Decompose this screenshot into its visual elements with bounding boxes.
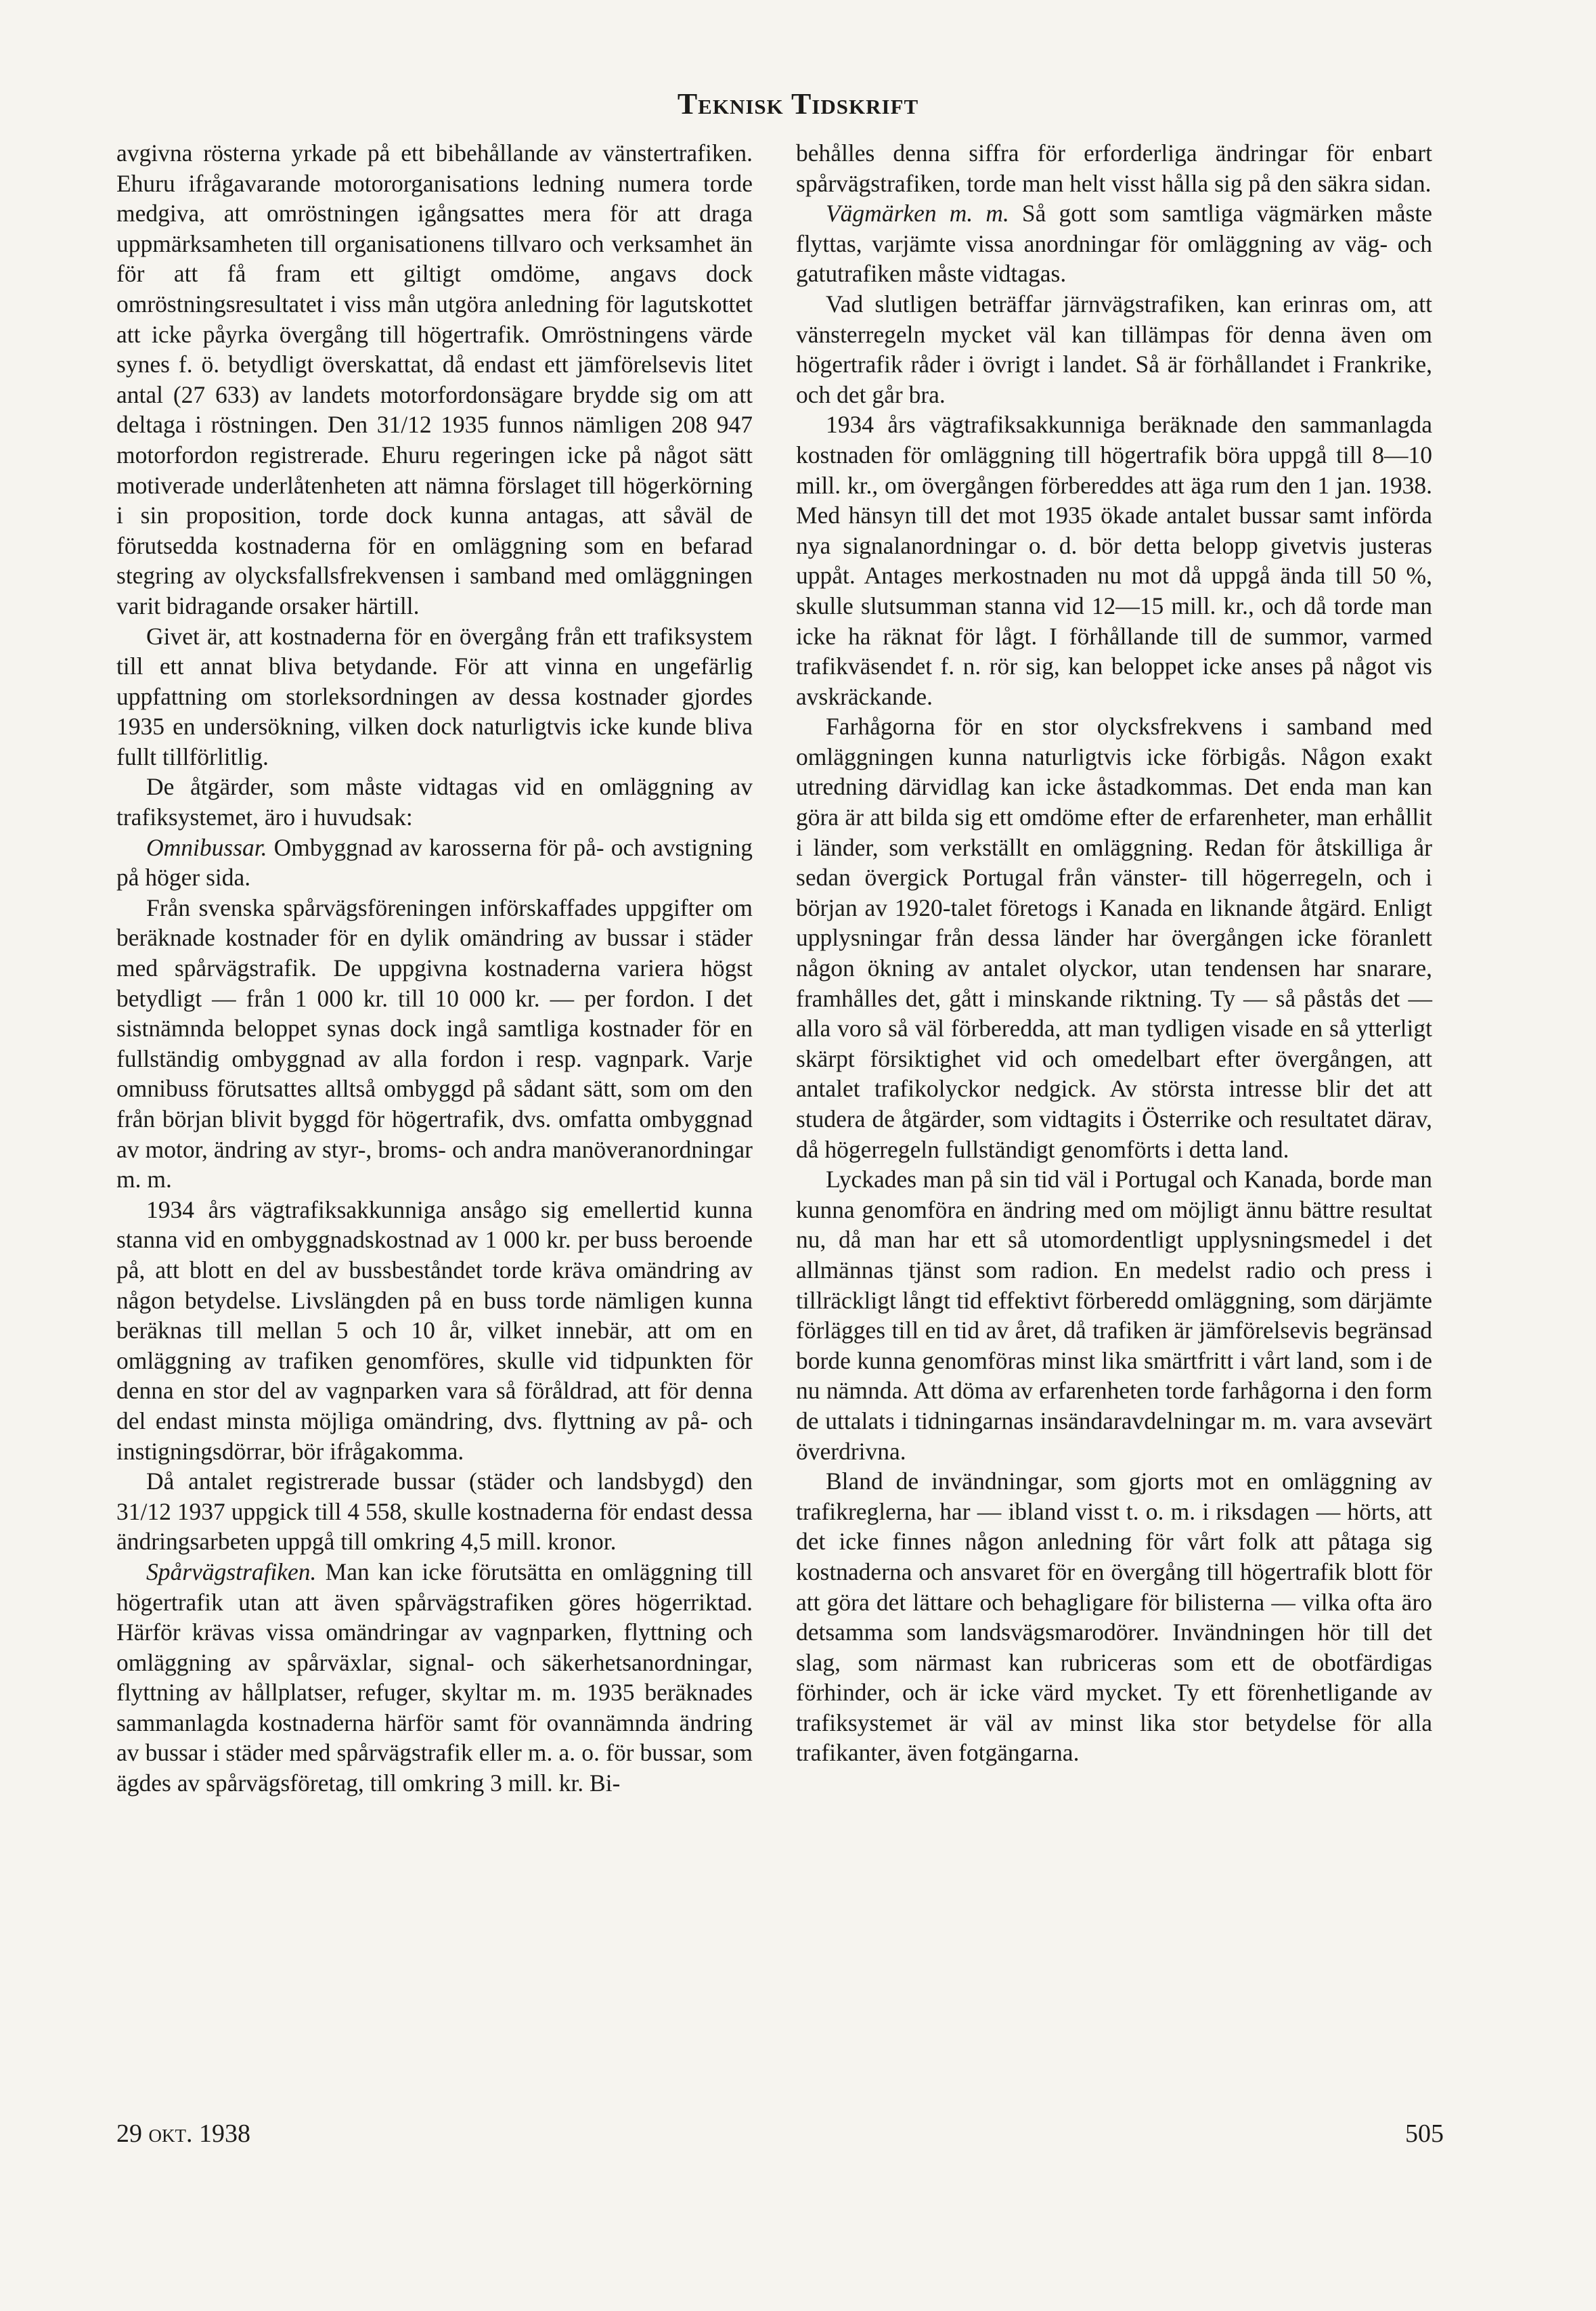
paragraph: Då antalet registrerade bussar (städer och landsbygd) den 31/12 1937 uppgick till 4 558, skulle kostnaderna för endast dessa ändringsarbeten uppgå till omkring 4,5 mill. kronor.	[116, 1468, 753, 1556]
page-number: 505	[1405, 2119, 1444, 2148]
paragraph-text: Så gott som samtliga vägmärken måste flyttas, varjämte vissa anordningar för omläggning av väg- och gatutrafiken måste vidtagas.	[796, 200, 1432, 288]
paragraph	[796, 198, 1432, 289]
paragraph: Från svenska spårvägsföreningen införskaffades uppgifter om beräknade kostnader för en dylik omändring av bussar i städer med spårvägstrafik. De uppgivna kostnaderna variera högst betydligt — från 1 000 kr. till 10 000 kr. — per fordon. I det sistnämnda beloppet synas dock ingå samtliga kostnader för en fullständig ombyggnad av alla fordon i resp. vagnpark. Varje omnibuss förutsattes alltså ombyggd på sådant sätt, som om den från början blivit byggd för högertrafik, dvs. omfatta ombyggnad av motor, ändring av styr-, broms- och andra manöveranordningar m. m.	[116, 894, 753, 1193]
paragraph: avgivna rösterna yrkade på ett bibehållande av vänstertrafiken. Ehuru ifrågavarande motororganisations ledning numera torde medgiva, att omröstningen igångsattes mera för att draga uppmärksamheten till organisationens tillvaro och verksamhet än för att få fram ett giltigt omdöme, angavs dock omröstningsresultatet i viss mån utgöra anledning för lagutskottet att icke påyrka övergång till högertrafik. Omröstningens värde synes f. ö. betydligt överskattat, då endast ett jämförelsevis litet antal (27 633) av landets motorfordonsägare brydde sig om att deltaga i röstningen. Den 31/12 1935 funnos nämligen 208 947 motorfordon registrerade. Ehuru regeringen icke på något sätt motiverade underlåtenheten att nämna förslaget till högerkörning i sin proposition, torde dock kunna antagas, att såväl de förutsedda kostnaderna för en omläggning som en befarad stegring av olycksfallsfrekvensen i samband med omläggningen varit bidragande orsaker härtill.	[116, 139, 753, 619]
footer-date-year: 1938	[199, 2119, 250, 2148]
paragraph-text: Man kan icke förutsätta en omläggning till högertrafik utan att även spårvägstrafiken göres högerriktad. Härför krävas vissa omändringar av vagnparken, flyttning och omläggning av spårväxlar, signal- och säkerhetsanordningar, flyttning av hållplatser, refuger, skyltar m. m. 1935 beräknades sammanlagda kostnaderna härför samt för ovannämnda ändring av bussar i städer med spårvägstrafik eller m. a. o. för bussar, som ägdes av spårvägsföretag, till omkring 3 mill. kr. Bi-	[116, 1558, 753, 1797]
paragraph: Vad slutligen beträffar järnvägstrafiken, kan erinras om, att vänsterregeln mycket väl kan tillämpas för denna även om högertrafik råder i övrigt i landet. Så är förhållandet i Frankrike, och det går bra.	[796, 290, 1432, 408]
paragraph: Lyckades man på sin tid väl i Portugal och Kanada, borde man kunna genomföra en ändring med om möjligt ännu bättre resultat nu, då man har ett så utomordentligt upplysningsmedel i det allmännas tjänst som radion. En medelst radio och press i tillräckligt långt tid effektivt förberedd omläggning, som därjämte förlägges till en tid av året, då trafiken är jämförelsevis begränsad borde kunna genomföras minst lika smärtfritt i vårt land, som i de nu nämnda. Att döma av erfarenheten torde farhågorna i den form de uttalats i tidningarnas insändaravdelningar m. m. vara avsevärt överdrivna.	[796, 1166, 1432, 1465]
paragraph: Farhågorna för en stor olycksfrekvens i samband med omläggningen kunna naturligtvis icke förbigås. Någon exakt utredning därvidlag kan icke åstadkommas. Det enda man kan göra är att bilda sig ett omdöme efter de erfarenheter, man erhållit i länder, som verkställt en omläggning. Redan för åtskilliga år sedan övergick Portugal från vänster- till högerregeln, och i början av 1920-talet företogs i Kanada en liknande åtgärd. Enligt upplysningar från dessa länder har övergången icke föranlett någon ökning av antalet olyckor, utan tendensen har snarare, framhålles det, gått i minskande riktning. Ty — så påstås det — alla voro så väl förberedda, att man tydligen visade en så ytterligt skärpt försiktighet vid och omedelbart efter övergången, att antalet trafikolyckor nedgick. Av största intresse blir det att studera de åtgärder, som vidtagits i Österrike och resultatet därav, då högerregeln fullständigt genomförts i detta land.	[796, 713, 1432, 1163]
footer-date	[116, 2119, 250, 2149]
paragraph: 1934 års vägtrafiksakkunniga beräknade den sammanlagda kostnaden för omläggning till högertrafik böra uppgå till 8—10 mill. kr., om övergången förbereddes att äga rum den 1 jan. 1938. Med hänsyn till det mot 1935 ökade antalet bussar samt införda nya signalanordningar o. d. bör detta belopp givetvis justeras uppåt. Antages merkostnaden nu mot då uppgå ända till 50 %, skulle slutsumman stanna vid 12—15 mill. kr., och då torde man icke ha räknat för lågt. I förhållande till de summor, varmed trafikväsendet f. n. rör sig, kan beloppet icke anses på något vis avskräckande.	[796, 411, 1432, 710]
paragraph: behålles denna siffra för erforderliga ändringar för enbart spårvägstrafiken, torde man helt visst hålla sig på den säkra sidan.	[796, 139, 1432, 197]
paragraph: Bland de invändningar, som gjorts mot en omläggning av trafikreglerna, har — ibland visst t. o. m. i riksdagen — hörts, att det icke finnes någon anledning för vårt folk att påtaga sig kostnaderna och ansvaret för en övergång till högertrafik blott för att göra det lättare och behagligare för bilisterna — vilka ofta äro detsamma som landsvägsmarodörer. Invändningen hör till det slag, som närmast kan rubriceras som ett de obotfärdigas förhinder, och är icke värd mycket. Ty ett förenhetligande av trafiksystemet är väl av minst lika stor betydelse för alla trafikanter, även fotgängarna.	[796, 1468, 1432, 1767]
right-column	[796, 138, 1432, 1768]
paragraph-lead: Spårvägstrafiken.	[146, 1558, 317, 1585]
paragraph-lead: Omnibussar.	[146, 833, 267, 861]
paragraph-lead: Vägmärken m. m.	[826, 200, 1009, 227]
paragraph: 1934 års vägtrafiksakkunniga ansågo sig emellertid kunna stanna vid en ombyggnadskostnad av 1 000 kr. per buss beroende på, att blott en del av bussbeståndet torde kräva omändring av någon betydelse. Livslängden på en buss torde nämligen kunna beräknas till mellan 5 och 10 år, vilket innebär, att om en omläggning av trafiken genomföres, skulle vid tidpunkten för denna en stor del av vagnparken vara så föråldrad, att för denna del endast minsta möjliga omändring, dvs. flyttning av på- och instigningsdörrar, bör ifrågakomma.	[116, 1195, 753, 1465]
paragraph	[116, 833, 753, 893]
paragraph-text: Ombyggnad av karosserna för på- och avstigning på höger sida.	[116, 833, 753, 892]
masthead: Teknisk Tidskrift	[677, 87, 919, 120]
footer-date-month: okt.	[148, 2119, 193, 2148]
paragraph	[116, 1557, 753, 1799]
paragraph: De åtgärder, som måste vidtagas vid en omläggning av trafiksystemet, äro i huvudsak:	[116, 773, 753, 831]
footer-date-day: 29	[116, 2119, 142, 2148]
paragraph: Givet är, att kostnaderna för en övergång från ett trafiksystem till ett annat bliva betydande. För att vinna en ungefärlig uppfattning om storleksordningen av dessa kostnader gjordes 1935 en undersökning, vilken dock naturligtvis icke kunde bliva fullt tillförlitlig.	[116, 622, 753, 770]
left-column	[116, 138, 753, 1799]
